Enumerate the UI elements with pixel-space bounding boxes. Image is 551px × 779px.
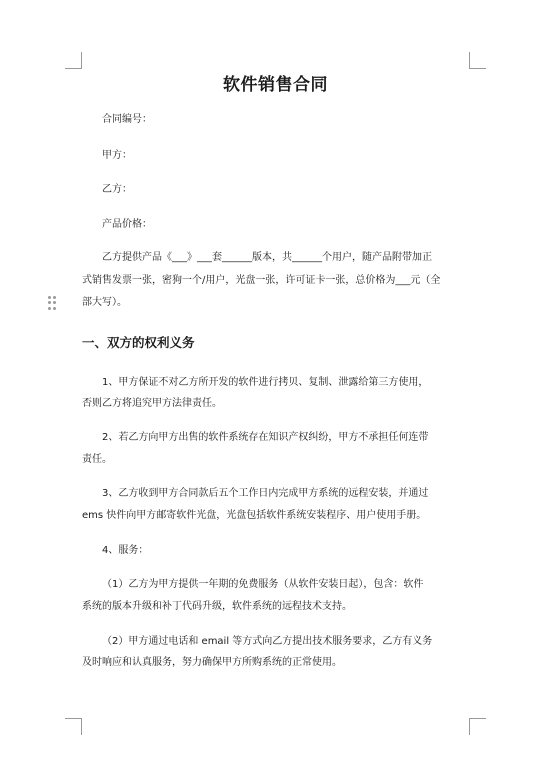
clause-1-line: 1、甲方保证不对乙方所开发的软件进行拷贝、复制、泄露给第三方使用， <box>102 377 429 388</box>
intro-paragraph-line: 乙方提供产品《___》___套______版本，共______个用户，随产品附带加正 <box>102 252 432 263</box>
intro-paragraph-line: 式销售发票一张，密狗一个/用户，光盘一张，许可证卡一张，总价格为___元（全 <box>82 275 441 286</box>
clause-4-1-line: 系统的版本升级和补丁代码升级，软件系统的远程技术支持。 <box>82 601 352 612</box>
product-price-field: 产品价格： <box>102 219 152 230</box>
section-heading: 一、双方的权利义务 <box>82 335 195 350</box>
clause-4-label: 4、服务： <box>102 545 149 556</box>
clause-4-2-line: 及时响应和认真服务，努力确保甲方所购系统的正常使用。 <box>82 657 342 668</box>
party-a-field: 甲方： <box>102 150 132 161</box>
paragraph-drag-handle-icon[interactable] <box>48 296 56 310</box>
margin-mark-bottom-right <box>469 718 486 735</box>
intro-paragraph-line: 部大写）。 <box>82 297 127 308</box>
contract-number-field: 合同编号： <box>102 114 152 125</box>
clause-3-line: 3、乙方收到甲方合同款后五个工作日内完成甲方系统的远程安装，并通过 <box>102 488 429 499</box>
margin-mark-top-left <box>65 52 82 69</box>
document-title: 软件销售合同 <box>223 75 328 95</box>
party-b-field: 乙方： <box>102 184 132 195</box>
margin-mark-top-right <box>469 52 486 69</box>
clause-4-2-line: （2）甲方通过电话和 email 等方式向乙方提出技术服务要求，乙方有义务 <box>102 636 433 647</box>
clause-1-line: 否则乙方将追究甲方法律责任。 <box>82 398 222 409</box>
clause-2-line: 责任。 <box>82 454 112 465</box>
clause-2-line: 2、若乙方向甲方出售的软件系统存在知识产权纠纷，甲方不承担任何连带 <box>102 432 429 443</box>
clause-4-1-line: （1）乙方为甲方提供一年期的免费服务（从软件安装日起），包含：软件 <box>102 579 424 590</box>
clause-3-line: ems 快件向甲方邮寄软件光盘，光盘包括软件系统安装程序、用户使用手册。 <box>82 510 427 521</box>
margin-mark-bottom-left <box>65 718 82 735</box>
